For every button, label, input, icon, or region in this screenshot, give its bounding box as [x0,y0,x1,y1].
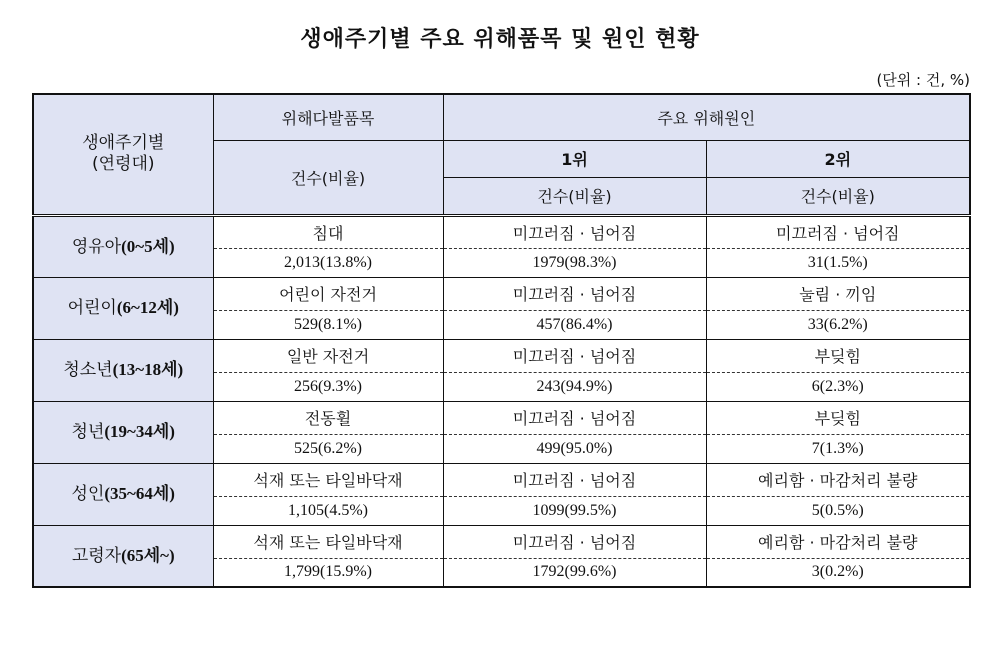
item-count: 525(6.2%) [213,434,443,463]
row-label-age: (13~18세) [112,360,184,379]
cause2-count: 3(0.2%) [706,558,970,587]
item-name: 석재 또는 타일바닥재 [213,525,443,558]
cause1-count: 457(86.4%) [443,310,706,339]
unit-note: (단위 : 건, %) [876,71,970,89]
row-label-group: 고령자 [71,545,122,566]
hazard-table [32,93,971,588]
table-row [33,277,970,310]
row-label-age: (65세~) [121,545,175,565]
row-label [33,525,213,587]
row-label-age: (0~5세) [121,236,175,256]
header-rank2-count: 건수(비율) [706,177,970,215]
row-label-group: 어린이 [67,298,117,318]
row-label [33,463,213,525]
cause2-count: 7(1.3%) [706,434,970,463]
cause1-name: 미끄러짐 · 넘어짐 [443,215,706,248]
cause2-name: 눌림 · 끼임 [706,277,970,310]
cause1-count: 1979(98.3%) [443,248,706,277]
cause2-count: 31(1.5%) [706,248,970,277]
item-name: 일반 자전거 [213,339,443,372]
cause2-name: 예리함 · 마감처리 불량 [706,525,970,558]
cause1-count: 1099(99.5%) [443,496,706,525]
row-label-age: (6~12세) [116,298,179,317]
cause1-count: 499(95.0%) [443,434,706,463]
header-cause-group: 주요 위해원인 [443,94,970,140]
cause1-name: 미끄러짐 · 넘어짐 [443,401,706,434]
header-item-count: 건수(비율) [213,140,443,215]
header-item-group: 위해다발품목 [213,94,443,140]
item-count: 529(8.1%) [213,310,443,339]
cause1-name: 미끄러짐 · 넘어짐 [443,463,706,496]
page-title: 생애주기별 주요 위해품목 및 원인 현황 [300,27,700,52]
cause1-name: 미끄러짐 · 넘어짐 [443,277,706,310]
row-label [33,339,213,401]
table-row [33,525,970,558]
cause2-count: 6(2.3%) [706,372,970,401]
cause2-name: 부딪힘 [706,401,970,434]
item-count: 1,799(15.9%) [213,558,443,587]
cause1-count: 243(94.9%) [443,372,706,401]
header-rank2: 2위 [706,140,970,177]
header-lifecycle: 생애주기별 (연령대) [33,94,213,215]
cause1-name: 미끄러짐 · 넘어짐 [443,339,706,372]
cause1-name: 미끄러짐 · 넘어짐 [443,525,706,558]
item-name: 어린이 자전거 [213,277,443,310]
header-rank1: 1위 [443,140,706,177]
table-row [33,215,970,248]
row-label-age: (35~64세) [104,484,175,503]
row-label-group: 청소년 [63,360,113,380]
cause2-count: 5(0.5%) [706,496,970,525]
table-row [33,401,970,434]
table-row [33,339,970,372]
item-name: 석재 또는 타일바닥재 [213,463,443,496]
row-label [33,401,213,463]
row-label-group: 청년 [71,422,105,442]
item-count: 1,105(4.5%) [213,496,443,525]
header-rank1-count: 건수(비율) [443,177,706,215]
cause2-name: 예리함 · 마감처리 불량 [706,463,970,496]
cause2-name: 미끄러짐 · 넘어짐 [706,215,970,248]
cause2-name: 부딪힘 [706,339,970,372]
cause2-count: 33(6.2%) [706,310,970,339]
item-name: 침대 [213,215,443,248]
row-label-group: 영유아 [71,236,122,257]
item-count: 2,013(13.8%) [213,248,443,277]
cause1-count: 1792(99.6%) [443,558,706,587]
item-name: 전동휠 [213,401,443,434]
row-label [33,215,213,277]
item-count: 256(9.3%) [213,372,443,401]
row-label-group: 성인 [71,484,105,504]
row-label [33,277,213,339]
table-row [33,463,970,496]
row-label-age: (19~34세) [104,422,175,441]
